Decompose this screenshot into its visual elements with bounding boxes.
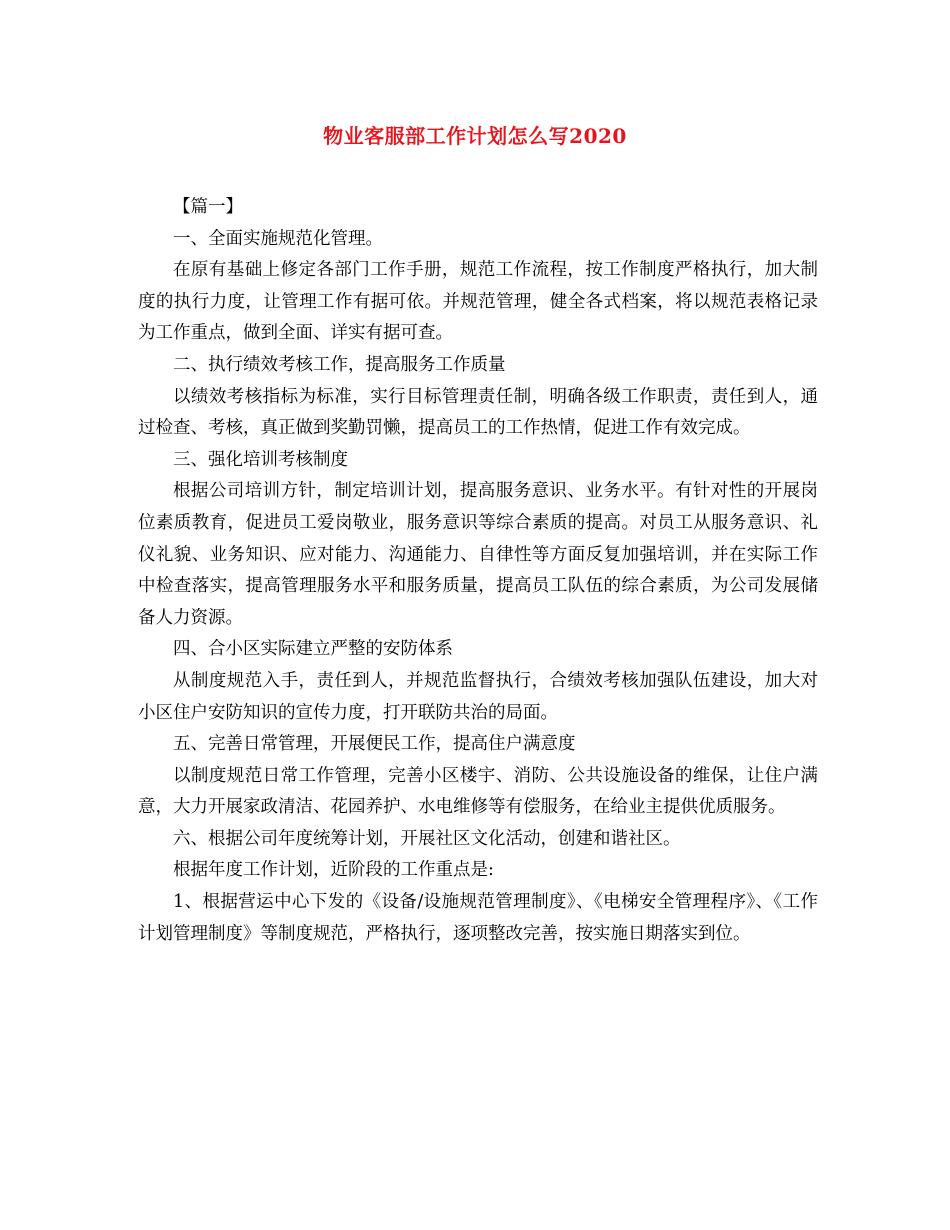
paragraph-6: 根据年度工作计划，近阶段的工作重点是:: [173, 860, 494, 881]
section-heading-1: 一、全面实施规范化管理。: [173, 228, 383, 249]
section-label: 【篇一】: [173, 197, 243, 217]
paragraph-3: 根据公司培训方针，制定培训计划，提高服务意识、业务水平。有针对性的开展岗位素质教育，促进员工爱岗敬业，服务意识等综合素质的提高。对员工从服务意识、礼仪礼貌、业务知识、应对能力、沟通能力、自律性等方面反复加强培训，并在实际工作中检查落实，提高管理服务水平和服务质量，提高员工队伍的综合素质，为公司发展储备人力资源。: [138, 481, 818, 628]
document-title: 物业客服部工作计划怎么写2020: [323, 124, 627, 148]
paragraph-1: 在原有基础上修定各部门工作手册，规范工作流程，按工作制度严格执行，加大制度的执行力度，让管理工作有据可依。并规范管理，健全各式档案，将以规范表格记录为工作重点，做到全面、详实有据可查。: [138, 260, 818, 344]
section-heading-5: 五、完善日常管理，开展便民工作，提高住户满意度: [173, 734, 576, 755]
paragraph-7: 1、根据营运中心下发的《设备/设施规范管理制度》、《电梯安全管理程序》、《工作计划管理制度》等制度规范，严格执行，逐项整改完善，按实施日期落实到位。: [138, 892, 818, 944]
section-heading-6: 六、根据公司年度统筹计划，开展社区文化活动，创建和谐社区。: [173, 828, 681, 849]
paragraph-5: 以制度规范日常工作管理，完善小区楼宇、消防、公共设施设备的维保，让住户满意，大力开展家政清洁、花园养护、水电维修等有偿服务，在给业主提供优质服务。: [138, 765, 818, 818]
document-body: [138, 192, 818, 950]
section-heading-4: 四、合小区实际建立严整的安防体系: [173, 639, 453, 660]
section-heading-2: 二、执行绩效考核工作，提高服务工作质量: [173, 354, 506, 375]
paragraph-2: 以绩效考核指标为标准，实行目标管理责任制，明确各级工作职责，责任到人，通过检查、考核，真正做到奖勤罚懒，提高员工的工作热情，促进工作有效完成。: [138, 386, 818, 439]
section-heading-3: 三、强化培训考核制度: [173, 449, 348, 470]
paragraph-4: 从制度规范入手，责任到人，并规范监督执行，合绩效考核加强队伍建设，加大对小区住户安防知识的宣传力度，打开联防共治的局面。: [138, 670, 818, 723]
